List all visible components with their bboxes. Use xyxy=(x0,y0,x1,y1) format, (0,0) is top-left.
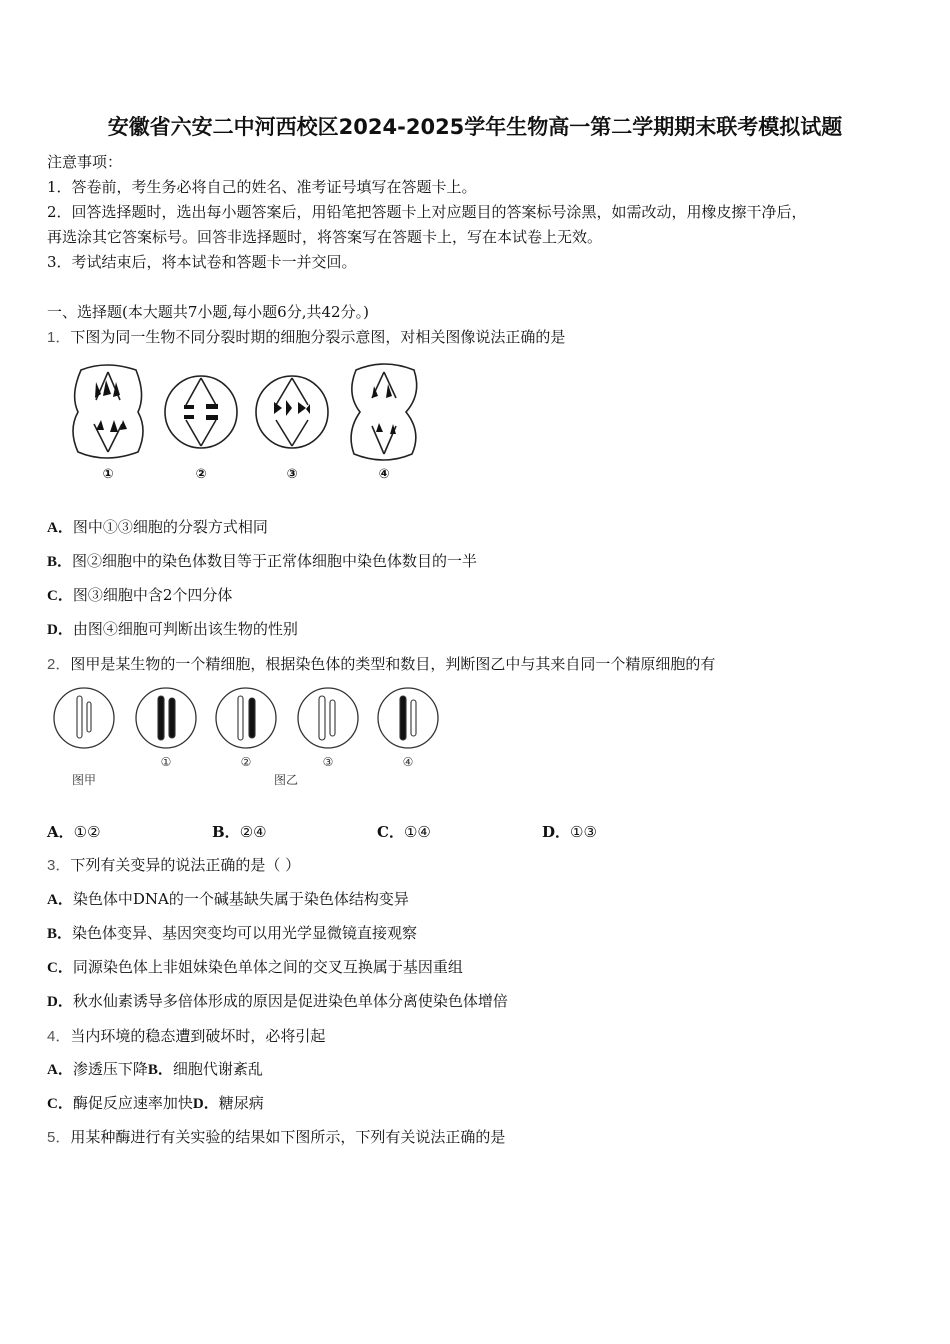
option-text: 图②细胞中的染色体数目等于正常体细胞中染色体数目的一半 xyxy=(72,552,478,570)
option-key: C． xyxy=(47,960,73,976)
fig-label: ④ xyxy=(378,467,390,482)
option-key: B． xyxy=(147,1062,173,1078)
option-text: ①② xyxy=(73,823,101,841)
option-text: 酶促反应速率加快 xyxy=(72,1094,193,1112)
option-key: D． xyxy=(47,994,73,1010)
page-title: 安徽省六安二中河西校区2024-2025学年生物高一第二学期期末联考模拟试题 xyxy=(107,115,843,139)
option-text: 由图④细胞可判断出该生物的性别 xyxy=(72,620,298,638)
question-1 xyxy=(47,327,565,348)
option-key: A． xyxy=(47,1062,73,1078)
option-text: 细胞代谢紊乱 xyxy=(172,1060,263,1078)
question-number: 4． xyxy=(47,1028,71,1045)
option-text: 染色体变异、基因突变均可以用光学显微镜直接观察 xyxy=(72,924,418,942)
question-number: 5． xyxy=(47,1129,71,1146)
option-key: C． xyxy=(47,1096,73,1112)
option-key: C． xyxy=(377,823,404,841)
option xyxy=(542,821,597,842)
notice-item: 3．考试结束后，将本试卷和答题卡一并交回。 xyxy=(47,253,357,271)
option-key: C． xyxy=(47,588,73,604)
fig-caption: 图乙 xyxy=(273,773,299,787)
option xyxy=(47,585,232,606)
section-heading: 一、选择题(本大题共7小题,每小题6分,共42分。) xyxy=(47,303,369,321)
option-key: B． xyxy=(47,926,73,942)
option xyxy=(212,821,267,842)
option-key: D． xyxy=(47,622,73,638)
fig-label: ③ xyxy=(322,755,334,769)
option xyxy=(47,957,463,978)
question-4 xyxy=(47,1026,325,1047)
option-key: B． xyxy=(47,554,73,570)
option xyxy=(377,821,431,842)
option-text: 渗透压下降 xyxy=(72,1060,148,1078)
q2-chromosome-figure xyxy=(50,686,450,790)
fig-caption: 图甲 xyxy=(71,773,97,787)
fig-label: ① xyxy=(102,467,114,482)
option-text: 同源染色体上非姐妹染色单体之间的交叉互换属于基因重组 xyxy=(72,958,463,976)
option-text: ①③ xyxy=(570,823,597,841)
option-text: 图中①③细胞的分裂方式相同 xyxy=(72,518,268,536)
question-stem: 当内环境的稳态遭到破坏时，必将引起 xyxy=(70,1027,326,1045)
question-number: 3． xyxy=(47,857,71,874)
fig-label: ④ xyxy=(402,755,414,769)
option xyxy=(47,517,268,538)
question-number: 1． xyxy=(47,329,71,346)
notice-heading: 注意事项： xyxy=(47,153,123,171)
option-key: A． xyxy=(47,520,73,536)
option xyxy=(47,889,409,910)
option-key: D． xyxy=(192,1096,219,1112)
option-key: B． xyxy=(212,823,240,841)
question-stem: 下列有关变异的说法正确的是（ ） xyxy=(70,856,301,874)
fig-label: ② xyxy=(195,467,207,482)
option xyxy=(47,551,477,572)
question-stem: 用某种酶进行有关实验的结果如下图所示，下列有关说法正确的是 xyxy=(70,1128,506,1146)
notice-item: 1．答卷前，考生务必将自己的姓名、准考证号填写在答题卡上。 xyxy=(47,178,477,196)
question-2 xyxy=(47,654,715,675)
option-text: 秋水仙素诱导多倍体形成的原因是促进染色单体分离使染色体增倍 xyxy=(72,992,508,1010)
option xyxy=(47,991,508,1012)
question-3 xyxy=(47,855,300,876)
option-text: ②④ xyxy=(239,823,267,841)
option-row xyxy=(47,1059,263,1080)
option-text: 染色体中DNA的一个碱基缺失属于染色体结构变异 xyxy=(72,890,409,908)
option-text: 图③细胞中含2个四分体 xyxy=(72,586,233,604)
question-number: 2． xyxy=(47,656,71,673)
fig-label: ① xyxy=(160,755,172,769)
option xyxy=(47,821,101,842)
q2-options-row xyxy=(47,821,747,843)
option-key: A． xyxy=(47,892,73,908)
notice-item: 2．回答选择题时，选出每小题答案后，用铅笔把答题卡上对应题目的答案标号涂黑，如需改动，用橡皮擦干净后， xyxy=(47,203,807,221)
option-key: D． xyxy=(542,823,571,841)
option-text: ①④ xyxy=(403,823,431,841)
option xyxy=(47,923,417,944)
question-stem: 下图为同一生物不同分裂时期的细胞分裂示意图，对相关图像说法正确的是 xyxy=(70,328,566,346)
q1-cell-division-figure xyxy=(66,360,426,485)
option-key: A． xyxy=(47,823,74,841)
question-5 xyxy=(47,1127,505,1148)
option-row xyxy=(47,1093,264,1114)
option-text: 糖尿病 xyxy=(218,1094,264,1112)
fig-label: ③ xyxy=(286,467,298,482)
fig-label: ② xyxy=(240,755,252,769)
option xyxy=(47,619,298,640)
question-stem: 图甲是某生物的一个精细胞，根据染色体的类型和数目，判断图乙中与其来自同一个精原细胞的有 xyxy=(70,655,716,673)
notice-item: 再选涂其它答案标号。回答非选择题时，将答案写在答题卡上，写在本试卷上无效。 xyxy=(47,228,603,246)
